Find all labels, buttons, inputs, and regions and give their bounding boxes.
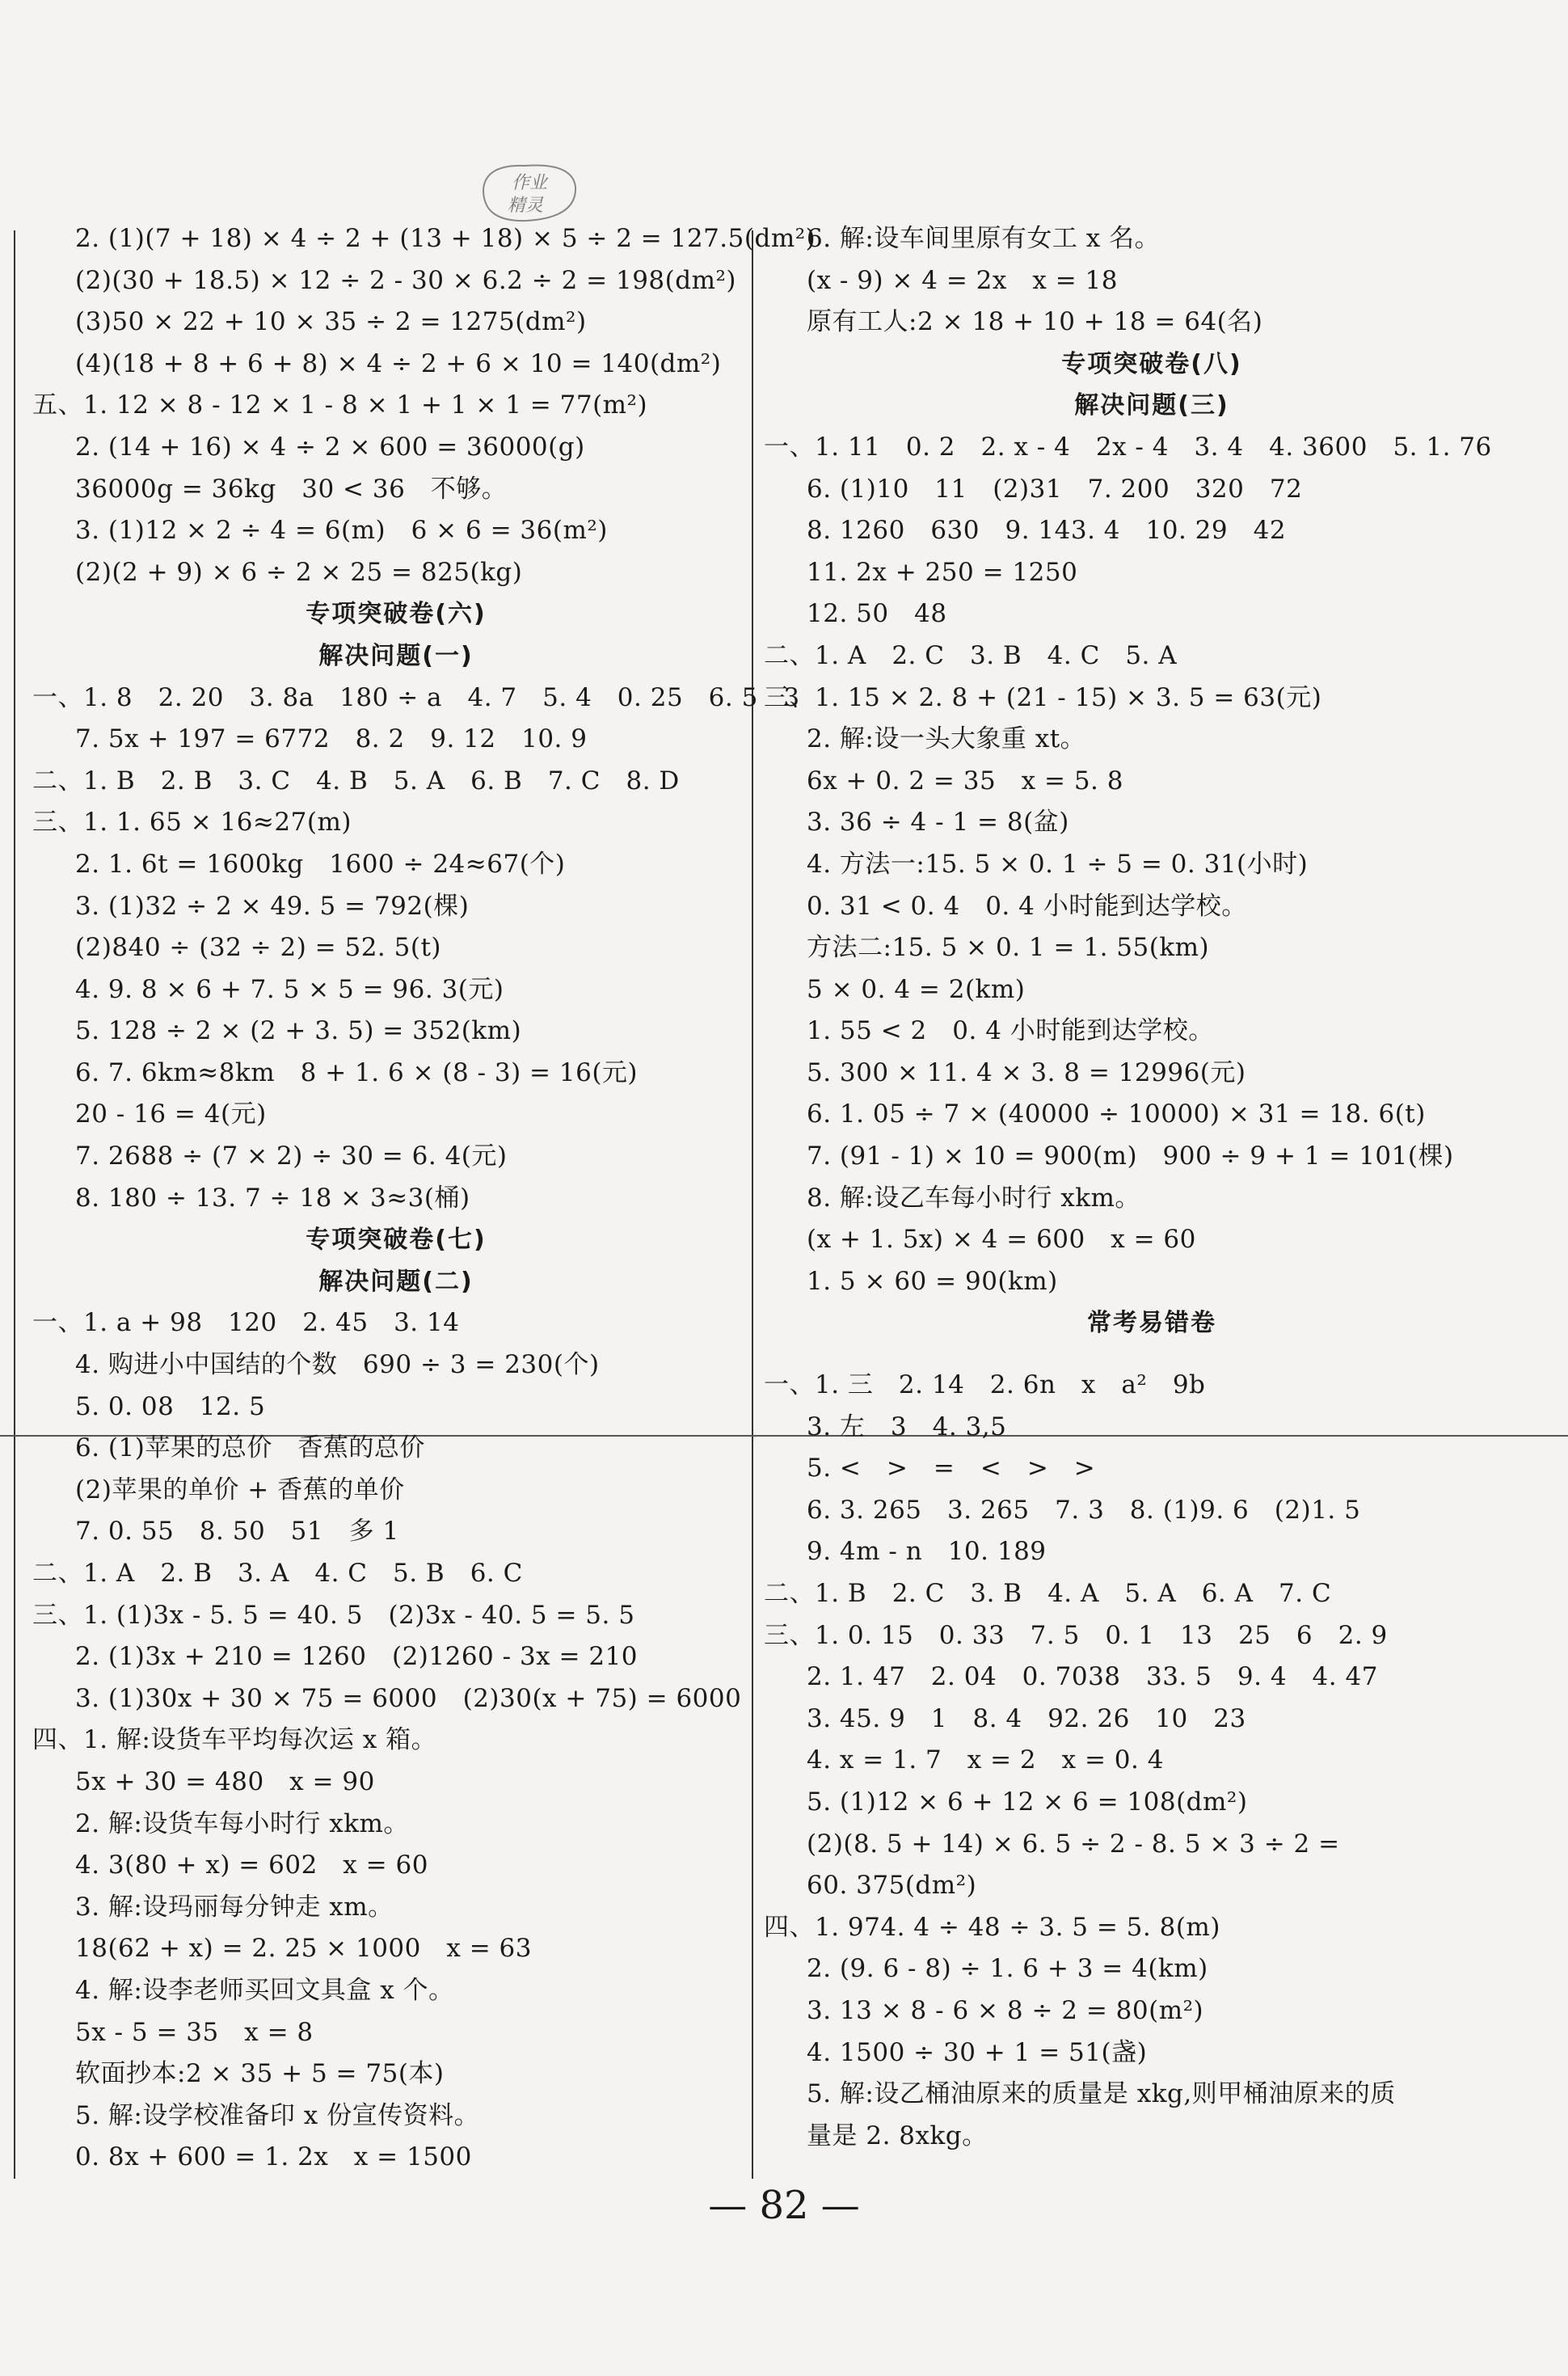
- answer-line: 3. 45. 9 1 8. 4 92. 26 10 23: [807, 1703, 1246, 1733]
- answer-line: 3. (1)32 ÷ 2 × 49. 5 = 792(棵): [75, 891, 470, 921]
- section-heading: 专项突破卷(六): [306, 600, 487, 629]
- answer-line: 五、1. 12 × 8 - 12 × 1 - 8 × 1 + 1 × 1 = 77(m²): [32, 390, 648, 420]
- answer-line: 8. 180 ÷ 13. 7 ÷ 18 × 3≈3(桶): [75, 1183, 470, 1213]
- answer-line: 9. 4m - n 10. 189: [807, 1537, 1047, 1567]
- page-number: — 82 —: [708, 2183, 860, 2228]
- answer-line: 6. 7. 6km≈8km 8 + 1. 6 × (8 - 3) = 16(元): [75, 1057, 639, 1087]
- answer-line: 1. 55 < 2 0. 4 小时能到达学校。: [807, 1016, 1214, 1046]
- answer-line: (3)50 × 22 + 10 × 35 ÷ 2 = 1275(dm²): [75, 307, 587, 337]
- right-column: [764, 218, 1540, 2157]
- answer-line: 6x + 0. 2 = 35 x = 5. 8: [807, 766, 1123, 796]
- answer-line: 5. < > = < > >: [807, 1454, 1096, 1483]
- answer-line: 5. 解:设学校准备印 x 份宣传资料。: [75, 2100, 480, 2130]
- answer-line: 18(62 + x) = 2. 25 × 1000 x = 63: [75, 1934, 532, 1964]
- answer-line: 方法二:15. 5 × 0. 1 = 1. 55(km): [807, 933, 1210, 963]
- answer-line: 4. 3(80 + x) = 602 x = 60: [75, 1851, 428, 1880]
- answer-line: 四、1. 974. 4 ÷ 48 ÷ 3. 5 = 5. 8(m): [764, 1912, 1220, 1942]
- answer-line: 三、1. 15 × 2. 8 + (21 - 15) × 3. 5 = 63(元): [764, 682, 1322, 712]
- answer-line: 2. 解:设一头大象重 xt。: [807, 724, 1086, 754]
- answer-line: 2. (1)3x + 210 = 1260 (2)1260 - 3x = 210: [75, 1642, 639, 1672]
- answer-line: 2. (1)(7 + 18) × 4 ÷ 2 + (13 + 18) × 5 ÷ 2 = 127.5(dm²): [75, 224, 816, 253]
- section-heading: 专项突破卷(七): [306, 1226, 487, 1255]
- answer-line: (4)(18 + 8 + 6 + 8) × 4 ÷ 2 + 6 × 10 = 140(dm²): [75, 348, 722, 378]
- answer-line: (2)(8. 5 + 14) × 6. 5 ÷ 2 - 8. 5 × 3 ÷ 2 =: [807, 1829, 1340, 1859]
- answer-line: 5. 解:设乙桶油原来的质量是 xkg,则甲桶油原来的质: [807, 2079, 1396, 2109]
- section-heading: 常考易错卷: [1087, 1309, 1216, 1338]
- answer-line: 4. 1500 ÷ 30 + 1 = 51(盏): [807, 2037, 1148, 2067]
- answer-line: 三、1. 0. 15 0. 33 7. 5 0. 1 13 25 6 2. 9: [764, 1620, 1388, 1650]
- answer-line: 量是 2. 8xkg。: [807, 2121, 988, 2150]
- section-heading: 解决问题(一): [318, 641, 474, 670]
- answer-line: 二、1. A 2. C 3. B 4. C 5. A: [764, 640, 1178, 670]
- svg-text:精灵: 精灵: [507, 196, 544, 216]
- answer-line: (x + 1. 5x) × 4 = 600 x = 60: [807, 1225, 1196, 1255]
- answer-line: 一、1. 8 2. 20 3. 8a 180 ÷ a 4. 7 5. 4 0. 25 6. 5 3: [32, 682, 800, 712]
- answer-line: 一、1. a + 98 120 2. 45 3. 14: [32, 1308, 460, 1338]
- answer-line: 0. 8x + 600 = 1. 2x x = 1500: [75, 2142, 472, 2172]
- answer-line: 2. 1. 6t = 1600kg 1600 ÷ 24≈67(个): [75, 849, 566, 879]
- answer-line: 3. (1)12 × 2 ÷ 4 = 6(m) 6 × 6 = 36(m²): [75, 516, 608, 546]
- answer-line: 3. 解:设玛丽每分钟走 xm。: [75, 1892, 394, 1922]
- answer-line: 7. 0. 55 8. 50 51 多 1: [75, 1517, 399, 1547]
- answer-line: 6. 解:设车间里原有女工 x 名。: [807, 224, 1161, 253]
- answer-line: 二、1. B 2. B 3. C 4. B 5. A 6. B 7. C 8. D: [32, 766, 680, 796]
- answer-line: 2. (14 + 16) × 4 ÷ 2 × 600 = 36000(g): [75, 432, 585, 462]
- left-margin-rule: [14, 230, 15, 2179]
- section-heading: 解决问题(三): [1074, 391, 1229, 420]
- answer-line: 5. (1)12 × 6 + 12 × 6 = 108(dm²): [807, 1787, 1248, 1817]
- answer-line: 7. 2688 ÷ (7 × 2) ÷ 30 = 6. 4(元): [75, 1142, 508, 1171]
- section-heading: 专项突破卷(八): [1061, 349, 1242, 378]
- answer-line: 4. x = 1. 7 x = 2 x = 0. 4: [807, 1745, 1164, 1775]
- answer-line: 36000g = 36kg 30 < 36 不够。: [75, 474, 508, 504]
- answer-line: 4. 方法一:15. 5 × 0. 1 ÷ 5 = 0. 31(小时): [807, 849, 1309, 879]
- answer-line: 5x + 30 = 480 x = 90: [75, 1766, 375, 1796]
- answer-line: 60. 375(dm²): [807, 1871, 977, 1901]
- answer-line: 3. 13 × 8 - 6 × 8 ÷ 2 = 80(m²): [807, 1995, 1204, 2025]
- answer-line: 三、1. (1)3x - 5. 5 = 40. 5 (2)3x - 40. 5 = 5. 5: [32, 1600, 635, 1630]
- answer-line: 0. 31 < 0. 4 0. 4 小时能到达学校。: [807, 891, 1247, 921]
- answer-line: 3. 36 ÷ 4 - 1 = 8(盆): [807, 808, 1069, 838]
- answer-line: 3. 左 3 4. 3,5: [807, 1412, 1007, 1441]
- answer-line: 5. 0. 08 12. 5: [75, 1391, 266, 1421]
- answer-line: 软面抄本:2 × 35 + 5 = 75(本): [75, 2059, 445, 2089]
- answer-line: 3. (1)30x + 30 × 75 = 6000 (2)30(x + 75) = 6000: [75, 1683, 742, 1713]
- answer-line: 8. 1260 630 9. 143. 4 10. 29 42: [807, 516, 1287, 546]
- answer-line: 8. 解:设乙车每小时行 xkm。: [807, 1183, 1140, 1213]
- answer-line: 12. 50 48: [807, 599, 947, 629]
- answer-line: 6. 3. 265 3. 265 7. 3 8. (1)9. 6 (2)1. 5: [807, 1495, 1361, 1525]
- answer-line: 5. 128 ÷ 2 × (2 + 3. 5) = 352(km): [75, 1016, 522, 1046]
- answer-line: 2. 1. 47 2. 04 0. 7038 33. 5 9. 4 4. 47: [807, 1662, 1378, 1692]
- answer-line: 二、1. A 2. B 3. A 4. C 5. B 6. C: [32, 1559, 523, 1588]
- answer-line: 4. 9. 8 × 6 + 7. 5 × 5 = 96. 3(元): [75, 974, 504, 1004]
- answer-line: 一、1. 11 0. 2 2. x - 4 2x - 4 3. 4 4. 3600 5. 1. 76: [764, 432, 1492, 462]
- answer-line: 6. (1)苹果的总价 香蕉的总价: [75, 1433, 425, 1463]
- answer-line: 5. 300 × 11. 4 × 3. 8 = 12996(元): [807, 1057, 1246, 1087]
- answer-line: (2)(2 + 9) × 6 ÷ 2 × 25 = 825(kg): [75, 557, 523, 587]
- answer-line: 7. 5x + 197 = 6772 8. 2 9. 12 10. 9: [75, 724, 588, 754]
- answer-line: 11. 2x + 250 = 1250: [807, 557, 1078, 587]
- watermark-stamp: [477, 158, 582, 226]
- svg-text:作业: 作业: [511, 173, 548, 193]
- answer-line: 2. 解:设货车每小时行 xkm。: [75, 1808, 409, 1838]
- section-heading: 解决问题(二): [318, 1267, 474, 1296]
- answer-line: 2. (9. 6 - 8) ÷ 1. 6 + 3 = 4(km): [807, 1954, 1208, 1984]
- answer-line: (2)(30 + 18.5) × 12 ÷ 2 - 30 × 6.2 ÷ 2 = 198(dm²): [75, 265, 737, 295]
- answer-line: 7. (91 - 1) × 10 = 900(m) 900 ÷ 9 + 1 = 101(棵): [807, 1142, 1454, 1171]
- answer-line: (2)840 ÷ (32 ÷ 2) = 52. 5(t): [75, 933, 442, 963]
- answer-line: 4. 购进小中国结的个数 690 ÷ 3 = 230(个): [75, 1350, 600, 1380]
- left-column: [32, 218, 816, 2179]
- answer-line: 5 × 0. 4 = 2(km): [807, 974, 1026, 1004]
- answer-line: 一、1. 三 2. 14 2. 6n x a² 9b: [764, 1370, 1206, 1400]
- answer-line: 三、1. 1. 65 × 16≈27(m): [32, 808, 352, 838]
- answer-line: (2)苹果的单价 + 香蕉的单价: [75, 1475, 405, 1505]
- answer-line: 6. 1. 05 ÷ 7 × (40000 ÷ 10000) × 31 = 18. 6(t): [807, 1099, 1426, 1129]
- answer-line: (x - 9) × 4 = 2x x = 18: [807, 265, 1118, 295]
- answer-line: 原有工人:2 × 18 + 10 + 18 = 64(名): [807, 307, 1263, 337]
- spacer: [764, 1344, 1540, 1365]
- answer-line: 20 - 16 = 4(元): [75, 1099, 267, 1129]
- answer-line: 5x - 5 = 35 x = 8: [75, 2017, 314, 2047]
- answer-line: 4. 解:设李老师买回文具盒 x 个。: [75, 1975, 454, 2005]
- stamp-icon: [477, 158, 582, 226]
- answer-line: 1. 5 × 60 = 90(km): [807, 1266, 1058, 1296]
- answer-line: 二、1. B 2. C 3. B 4. A 5. A 6. A 7. C: [764, 1579, 1332, 1608]
- answer-line: 6. (1)10 11 (2)31 7. 200 320 72: [807, 474, 1303, 504]
- answer-line: 四、1. 解:设货车平均每次运 x 箱。: [32, 1725, 437, 1755]
